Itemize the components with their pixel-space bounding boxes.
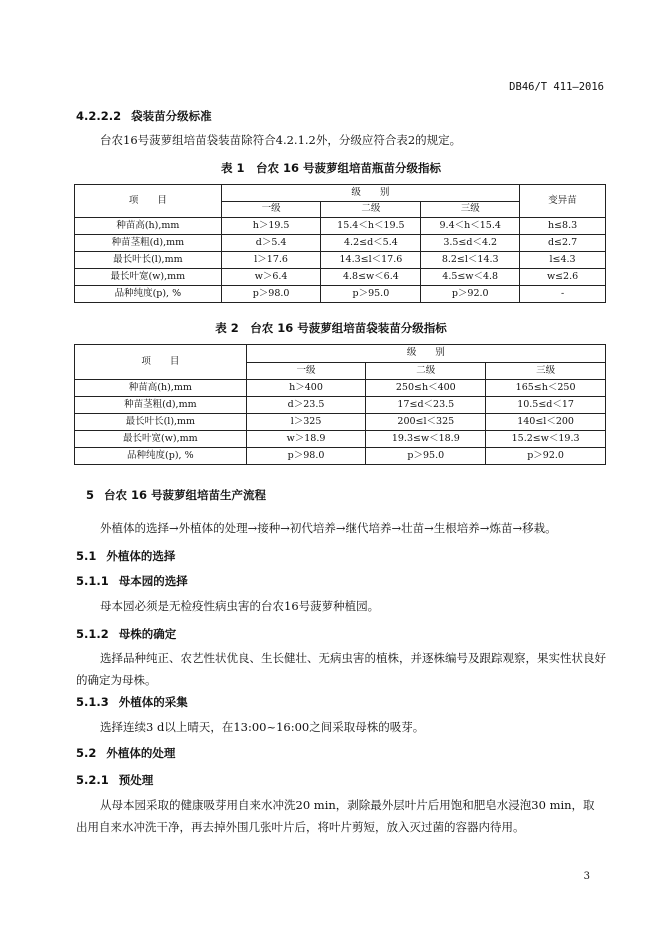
section-5-2-1-heading (76, 772, 153, 788)
table-cell: 种苗高(h),mm (75, 218, 222, 235)
table-row (75, 286, 606, 303)
section-title: 袋装苗分级标准 (131, 109, 212, 123)
table-cell: l≤4.3 (520, 252, 606, 269)
table-cell: h＞19.5 (221, 218, 321, 235)
table-cell: h≤8.3 (520, 218, 606, 235)
section-number: 5 (86, 488, 95, 502)
table-row (75, 269, 606, 286)
table1-caption: 表 1 台农 16 号菠萝组培苗瓶苗分级指标 (220, 161, 441, 175)
section-5-1-1-text: 母本园必须是无检疫性病虫害的台农16号菠萝种植园。 (100, 599, 380, 613)
table-cell: 最长叶宽(w),mm (75, 431, 247, 448)
section-number: 5.2.1 (76, 773, 109, 787)
table-row (75, 431, 606, 448)
section-5-1-heading (76, 548, 175, 564)
table-cell: h＞400 (246, 380, 366, 397)
table-cell: 种苗茎粗(d),mm (75, 235, 222, 252)
table2-grade-1: 一级 (246, 362, 366, 380)
section-title: 外植体的处理 (106, 746, 176, 760)
page-number: 3 (583, 871, 590, 882)
table-cell: p＞98.0 (246, 448, 366, 465)
section-title: 母株的确定 (118, 627, 177, 641)
table-cell: 8.2≤l＜14.3 (421, 252, 520, 269)
table-row (75, 380, 606, 397)
table-cell: 200≤l＜325 (366, 414, 486, 431)
table1-grade-3: 三级 (421, 201, 520, 218)
table2 (74, 344, 606, 465)
table-cell: 最长叶宽(w),mm (75, 269, 222, 286)
table1-variant-header: 变异苗 (520, 185, 606, 218)
section-4-2-2-2-heading (76, 108, 212, 124)
section-title: 预处理 (118, 773, 154, 787)
table-row (75, 252, 606, 269)
table-cell: p＞92.0 (421, 286, 520, 303)
table-cell: d＞5.4 (221, 235, 321, 252)
table-cell: w＞6.4 (221, 269, 321, 286)
table-cell: p＞98.0 (221, 286, 321, 303)
section-number: 5.1.3 (76, 695, 109, 709)
table-cell: p＞92.0 (486, 448, 606, 465)
table-cell: 10.5≤d＜17 (486, 397, 606, 414)
table-cell: - (520, 286, 606, 303)
section-number: 5.2 (76, 746, 97, 760)
table-row (75, 218, 606, 235)
section-5-1-2-heading (76, 626, 176, 642)
section-5-text: 外植体的选择→外植体的处理→接种→初代培养→继代培养→壮苗→生根培养→炼苗→移栽。 (100, 521, 557, 535)
section-title: 母本园的选择 (118, 574, 188, 588)
table-cell: 19.3≤w＜18.9 (366, 431, 486, 448)
table-cell: l＞325 (246, 414, 366, 431)
table-cell: w≤2.6 (520, 269, 606, 286)
table2-grade-2: 二级 (366, 362, 486, 380)
table2-item-header: 项 目 (75, 345, 247, 380)
table-cell: l＞17.6 (221, 252, 321, 269)
table-cell: 165≤h＜250 (486, 380, 606, 397)
section-5-1-1-heading (76, 573, 188, 589)
table2-grade-3: 三级 (486, 362, 606, 380)
table-cell: 4.2≤d＜5.4 (321, 235, 421, 252)
table-cell: d≤2.7 (520, 235, 606, 252)
table-row (75, 448, 606, 465)
section-5-1-3-text: 选择连续3 d以上晴天，在13:00~16:00之间采取母株的吸芽。 (100, 720, 425, 734)
table-cell: p＞95.0 (321, 286, 421, 303)
section-number: 5.1.1 (76, 574, 109, 588)
section-5-heading (86, 487, 266, 503)
table-row (75, 235, 606, 252)
section-number: 5.1.2 (76, 627, 109, 641)
section-5-1-2-text: 选择品种纯正、农艺性状优良、生长健壮、无病虫害的植株，并逐株编号及跟踪观察，果实性状良好的确定为母株。 (76, 651, 606, 687)
section-title: 台农 16 号菠萝组培苗生产流程 (104, 488, 267, 502)
table-cell: 3.5≤d＜4.2 (421, 235, 520, 252)
table2-caption: 表 2 台农 16 号菠萝组培苗袋装苗分级指标 (215, 321, 447, 335)
table1-grade-2: 二级 (321, 201, 421, 218)
section-5-2-heading (76, 745, 175, 761)
table-cell: 最长叶长(l),mm (75, 414, 247, 431)
table-cell: 250≤h＜400 (366, 380, 486, 397)
table-cell: d＞23.5 (246, 397, 366, 414)
table-cell: 9.4＜h＜15.4 (421, 218, 520, 235)
table-cell: p＞95.0 (366, 448, 486, 465)
table-cell: 种苗茎粗(d),mm (75, 397, 247, 414)
section-4-2-2-2-text: 台农16号菠萝组培苗袋装苗除符合4.2.1.2外，分级应符合表2的规定。 (100, 133, 462, 147)
table-cell: w＞18.9 (246, 431, 366, 448)
section-number: 5.1 (76, 549, 97, 563)
table1-grade-header: 级 别 (221, 185, 519, 202)
table-cell: 种苗高(h),mm (75, 380, 247, 397)
table-row (75, 397, 606, 414)
table-cell: 品种纯度(p), % (75, 286, 222, 303)
table-cell: 4.5≤w＜4.8 (421, 269, 520, 286)
table-cell: 4.8≤w＜6.4 (321, 269, 421, 286)
table-cell: 17≤d＜23.5 (366, 397, 486, 414)
table-cell: 最长叶长(l),mm (75, 252, 222, 269)
table1-item-header: 项 目 (75, 185, 222, 218)
section-5-2-1-text: 从母本园采取的健康吸芽用自来水冲洗20 min，剥除最外层叶片后用饱和肥皂水浸泡30 min，取出用自来水冲洗干净，再去掉外围几张叶片后，将叶片剪短，放入灭过菌的容器内待用。 (76, 798, 595, 834)
section-5-1-3-heading (76, 694, 188, 710)
table1 (74, 184, 606, 303)
table-cell: 140≤l＜200 (486, 414, 606, 431)
table2-grade-header: 级 别 (246, 345, 605, 363)
table-cell: 品种纯度(p), % (75, 448, 247, 465)
section-title: 外植体的选择 (106, 549, 176, 563)
table1-grade-1: 一级 (221, 201, 321, 218)
section-title: 外植体的采集 (118, 695, 188, 709)
table-cell: 15.4＜h＜19.5 (321, 218, 421, 235)
table-row (75, 414, 606, 431)
table-cell: 15.2≤w＜19.3 (486, 431, 606, 448)
table-cell: 14.3≤l＜17.6 (321, 252, 421, 269)
section-number: 4.2.2.2 (76, 109, 122, 123)
document-number: DB46/T 411—2016 (509, 81, 604, 93)
